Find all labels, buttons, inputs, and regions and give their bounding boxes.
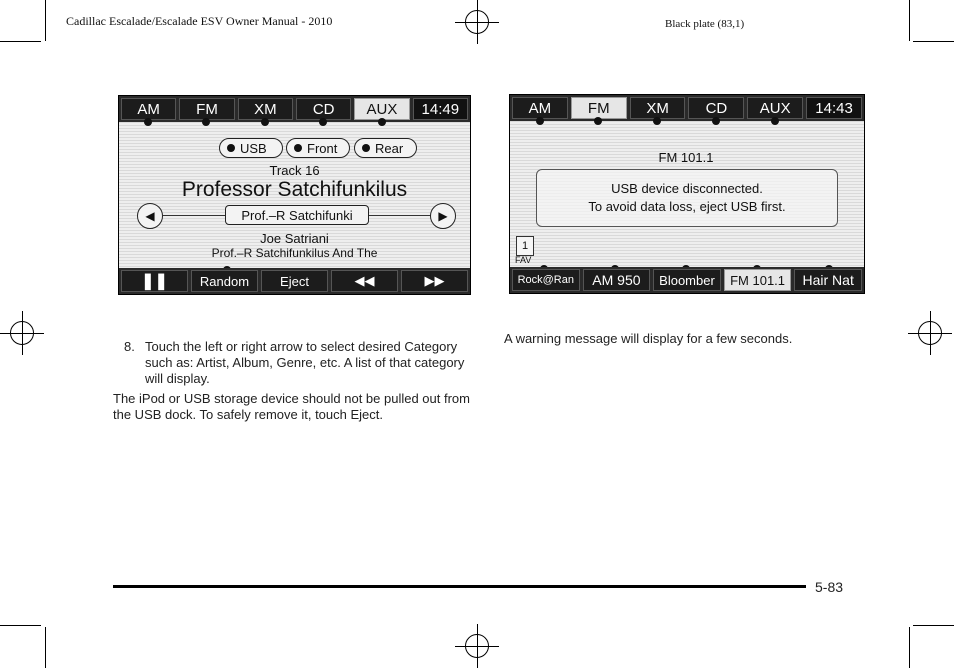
clock: 14:43 <box>806 97 862 119</box>
tab-aux[interactable]: AUX <box>354 98 409 120</box>
left-arrow-icon: ◀ <box>145 209 155 223</box>
warning-dialog <box>536 169 838 227</box>
tab-indicator-dot <box>261 118 269 126</box>
clock: 14:49 <box>413 98 468 120</box>
fast-forward-icon: ▶▶ <box>424 273 445 288</box>
album-name: Prof.–R Satchifunkilus And The <box>211 246 378 260</box>
manual-title: Cadillac Escalade/Escalade ESV Owner Manual - 2010 <box>66 14 333 28</box>
paragraph: The iPod or USB storage device should not be pulled out from the USB dock. To safely remove it, touch Eject. <box>113 391 470 422</box>
playback-controls <box>119 268 470 294</box>
selected-dot-icon <box>227 144 235 152</box>
tab-indicator-dot <box>202 118 210 126</box>
crop-mark <box>909 627 910 668</box>
tab-am[interactable]: AM <box>512 97 568 119</box>
usb-button[interactable] <box>219 138 283 158</box>
crop-mark <box>45 627 46 668</box>
tab-cd[interactable]: CD <box>296 98 351 120</box>
tab-aux[interactable]: AUX <box>747 97 803 119</box>
tab-xm[interactable]: XM <box>238 98 293 120</box>
source-tab-bar <box>119 96 470 122</box>
random-button[interactable]: Random <box>191 270 258 292</box>
source-tab-bar <box>510 95 864 121</box>
fast-forward-button[interactable] <box>401 270 468 292</box>
category-label: Prof.–R Satchifunki <box>241 207 353 223</box>
crop-mark <box>45 0 46 41</box>
next-category-button[interactable] <box>430 203 456 229</box>
radio-screen-fm <box>509 94 865 294</box>
tab-xm[interactable]: XM <box>630 97 686 119</box>
tab-indicator-dot <box>594 117 602 125</box>
pause-button[interactable] <box>121 270 188 292</box>
preset-5[interactable]: Hair Nat <box>794 269 862 291</box>
tab-indicator-dot <box>536 117 544 125</box>
warning-line-2: To avoid data loss, eject USB first. <box>588 199 786 214</box>
rear-button[interactable] <box>354 138 417 158</box>
front-button[interactable] <box>286 138 350 158</box>
tab-indicator-dot <box>144 118 152 126</box>
category-button[interactable] <box>225 205 369 225</box>
divider <box>163 215 225 216</box>
rewind-button[interactable] <box>331 270 398 292</box>
page-number: 5-83 <box>815 579 844 595</box>
pause-icon: ❚❚ <box>141 273 168 290</box>
tab-indicator-dot <box>319 118 327 126</box>
tab-indicator-dot <box>712 117 720 125</box>
preset-bar <box>510 267 864 293</box>
tab-fm[interactable]: FM <box>179 98 234 120</box>
step-text: Touch the left or right arrow to select desired Category such as: Artist, Album, Genre, etc. A list of that category will display. <box>145 339 465 386</box>
preset-1[interactable]: Rock@Ran <box>512 269 580 291</box>
crop-mark <box>909 0 910 41</box>
preset-3[interactable]: Bloomber <box>653 269 721 291</box>
registration-mark <box>0 311 44 355</box>
tab-am[interactable]: AM <box>121 98 176 120</box>
tab-fm[interactable]: FM <box>571 97 627 119</box>
tab-indicator-dot <box>771 117 779 125</box>
usb-label: USB <box>240 140 267 156</box>
step-number: 8. <box>124 339 135 354</box>
footer-rule <box>113 585 806 588</box>
radio-screen-aux <box>118 95 471 295</box>
crop-mark <box>0 41 41 42</box>
crop-mark <box>913 41 954 42</box>
station-label: FM 101.1 <box>658 150 714 165</box>
rear-label: Rear <box>375 140 404 156</box>
divider <box>369 215 431 216</box>
tab-indicator-dot <box>653 117 661 125</box>
song-title: Professor Satchifunkilus <box>181 178 408 201</box>
warning-line-1: USB device disconnected. <box>611 181 763 196</box>
preset-4[interactable]: FM 101.1 <box>724 269 792 291</box>
right-arrow-icon: ▶ <box>438 209 448 223</box>
previous-category-button[interactable] <box>137 203 163 229</box>
crop-mark <box>0 625 41 626</box>
fav-page-number: 1 <box>521 240 529 252</box>
track-number: Track 16 <box>269 163 320 178</box>
selected-dot-icon <box>362 144 370 152</box>
fav-label: FAV <box>515 255 532 265</box>
preset-2[interactable]: AM 950 <box>583 269 651 291</box>
registration-mark <box>455 624 499 668</box>
rewind-icon: ◀◀ <box>354 273 375 288</box>
registration-mark <box>908 311 952 355</box>
warning-caption: A warning message will display for a few seconds. <box>504 331 793 346</box>
tab-cd[interactable]: CD <box>688 97 744 119</box>
eject-button[interactable]: Eject <box>261 270 328 292</box>
artist-name: Joe Satriani <box>260 231 329 246</box>
plate-label: Black plate (83,1) <box>665 18 745 30</box>
fav-page-icon[interactable] <box>516 236 534 256</box>
selected-dot-icon <box>294 144 302 152</box>
registration-mark <box>455 0 499 44</box>
tab-indicator-dot <box>378 118 386 126</box>
front-label: Front <box>307 140 338 156</box>
crop-mark <box>913 625 954 626</box>
